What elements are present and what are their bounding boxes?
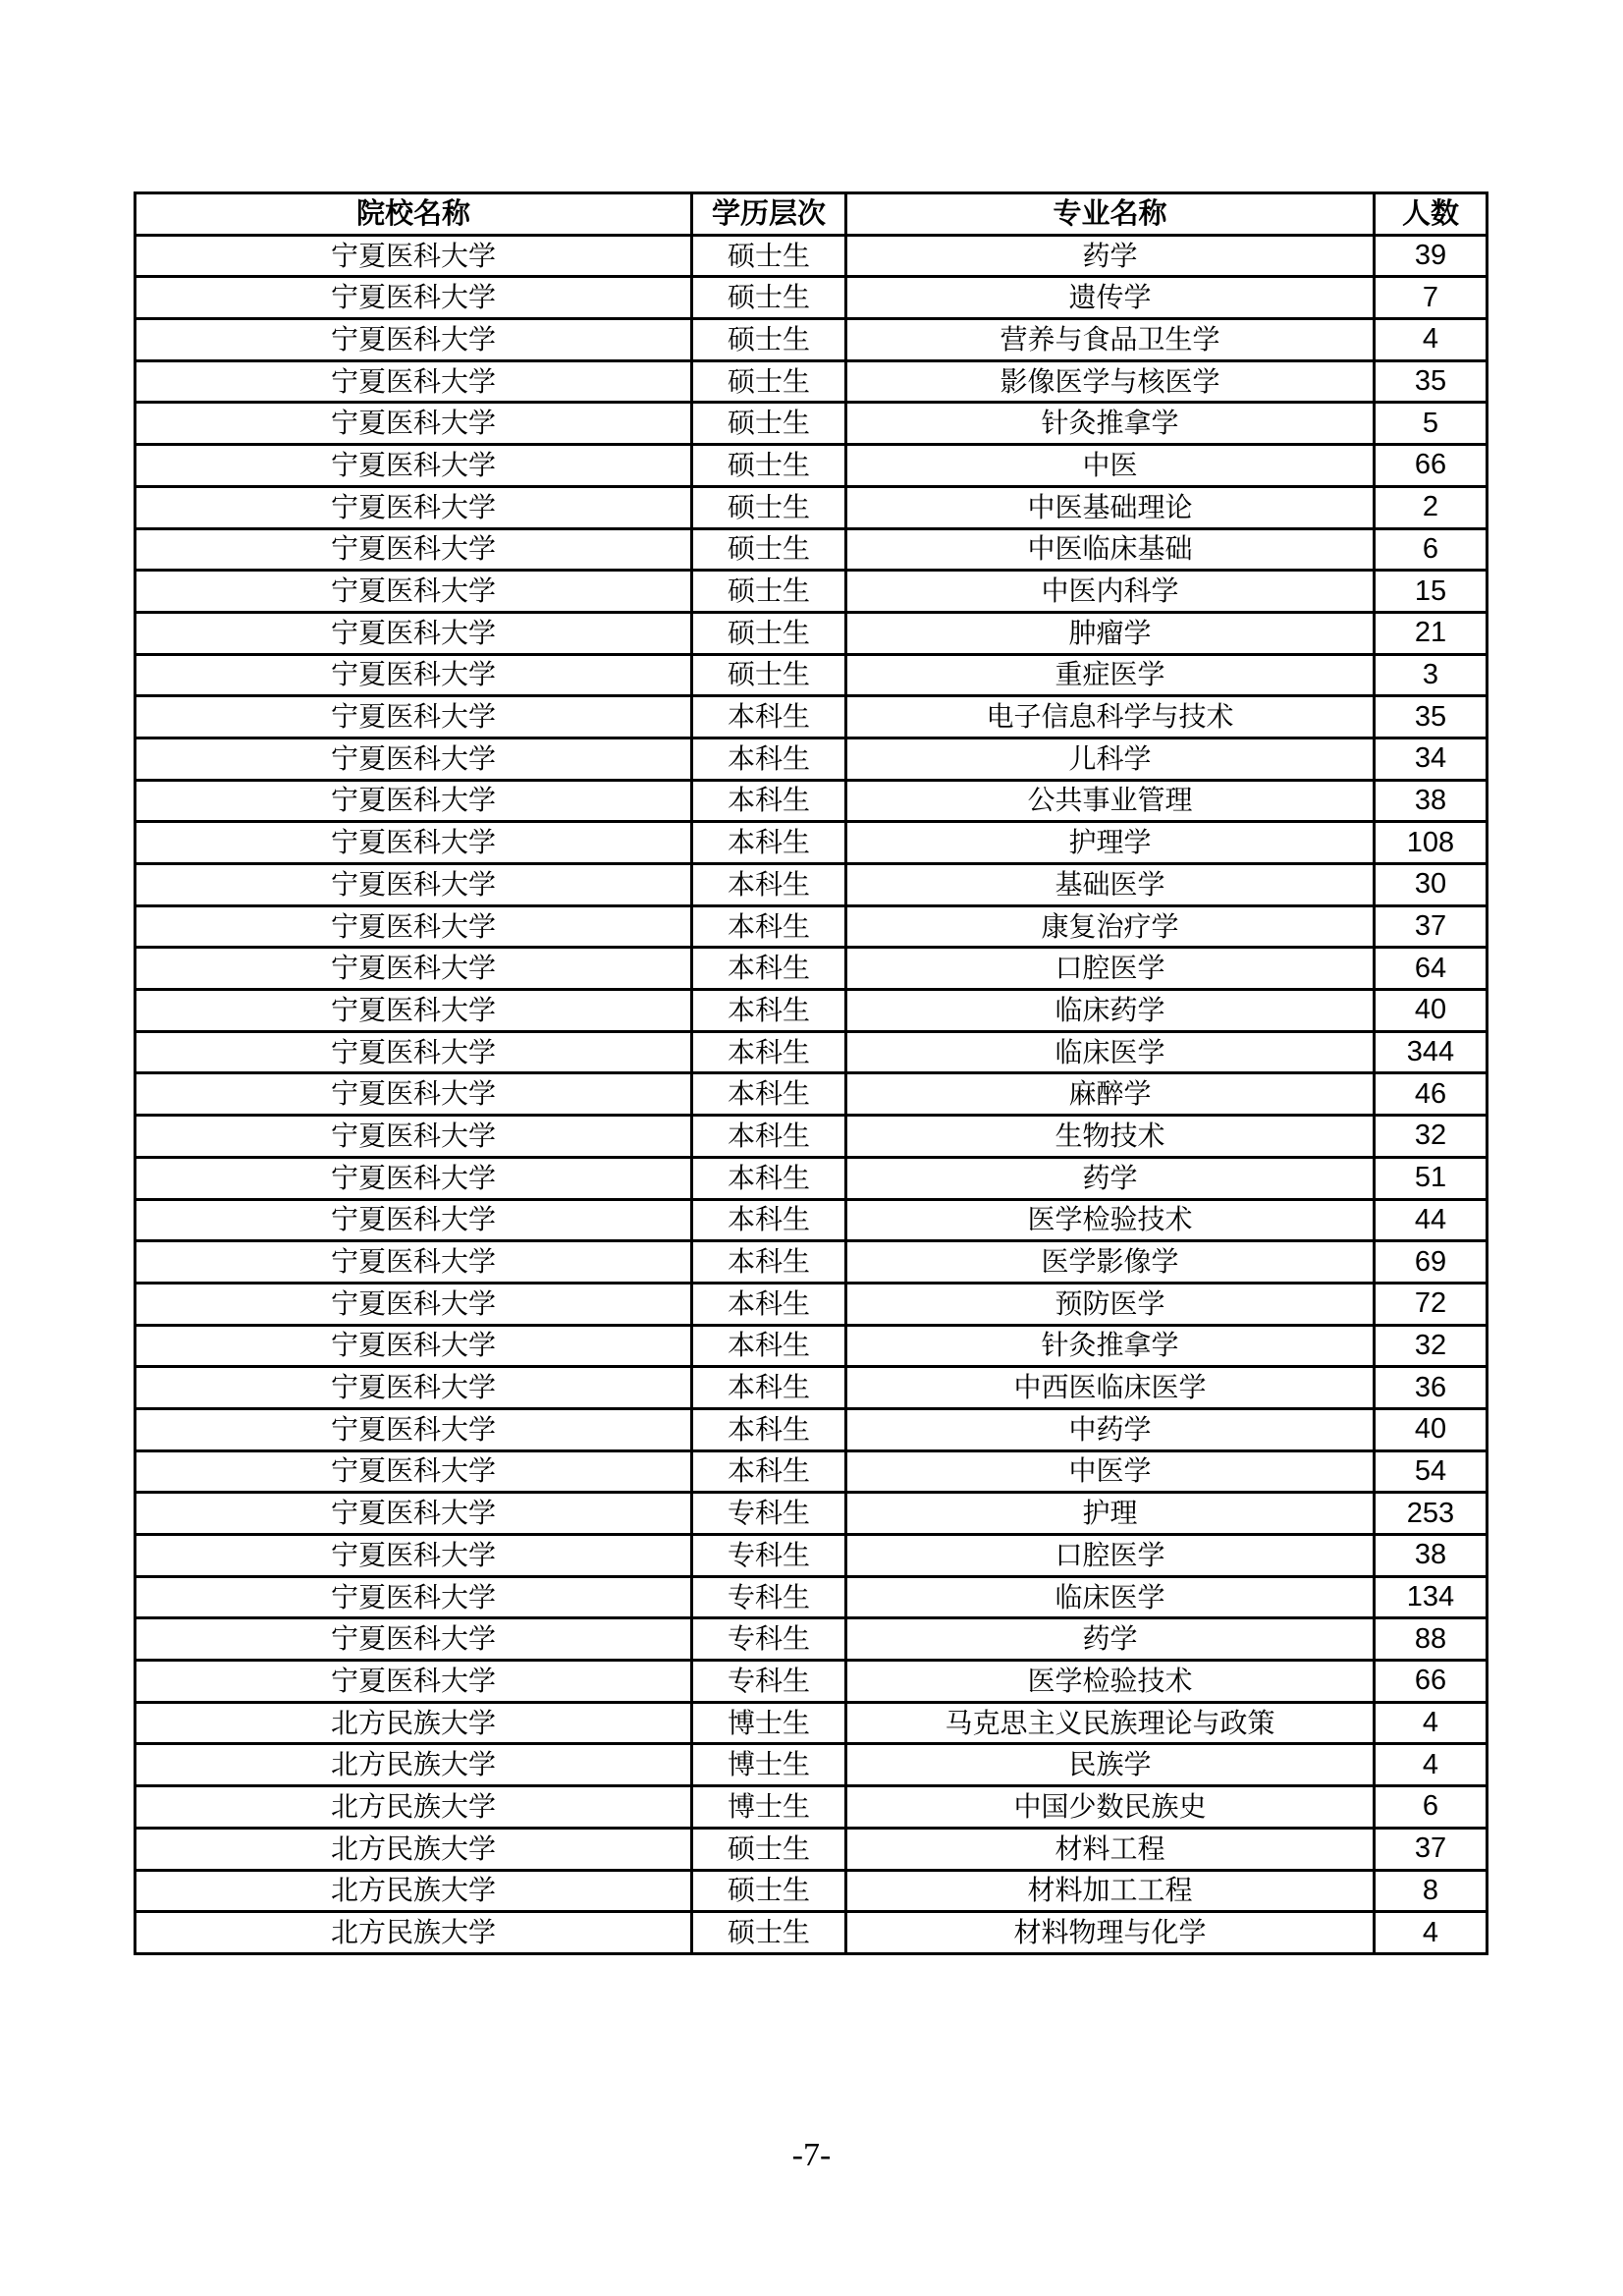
cell-major: 营养与食品卫生学 xyxy=(846,319,1375,361)
cell-degree-level: 硕士生 xyxy=(692,277,846,319)
cell-degree-level: 本科生 xyxy=(692,1450,846,1493)
cell-count: 38 xyxy=(1375,1535,1488,1577)
cell-degree-level: 本科生 xyxy=(692,738,846,780)
table-row xyxy=(135,1199,1488,1241)
cell-degree-level: 本科生 xyxy=(692,1199,846,1241)
cell-major: 临床医学 xyxy=(846,1031,1375,1073)
cell-degree-level: 硕士生 xyxy=(692,571,846,613)
cell-major: 医学检验技术 xyxy=(846,1661,1375,1703)
cell-count: 32 xyxy=(1375,1325,1488,1367)
cell-count: 38 xyxy=(1375,780,1488,822)
table-row xyxy=(135,235,1488,277)
table-row xyxy=(135,864,1488,906)
cell-degree-level: 本科生 xyxy=(692,1157,846,1199)
table-row xyxy=(135,1325,1488,1367)
cell-degree-level: 本科生 xyxy=(692,948,846,990)
cell-major: 儿科学 xyxy=(846,738,1375,780)
cell-count: 37 xyxy=(1375,1828,1488,1870)
cell-major: 中医 xyxy=(846,445,1375,487)
cell-school: 宁夏医科大学 xyxy=(135,1367,692,1409)
table-row xyxy=(135,1073,1488,1116)
cell-major: 中西医临床医学 xyxy=(846,1367,1375,1409)
cell-school: 宁夏医科大学 xyxy=(135,319,692,361)
cell-school: 宁夏医科大学 xyxy=(135,654,692,696)
header-major: 专业名称 xyxy=(846,193,1375,236)
cell-count: 69 xyxy=(1375,1241,1488,1284)
cell-degree-level: 硕士生 xyxy=(692,1870,846,1912)
cell-school: 宁夏医科大学 xyxy=(135,1408,692,1450)
cell-degree-level: 本科生 xyxy=(692,1408,846,1450)
cell-school: 宁夏医科大学 xyxy=(135,486,692,528)
cell-count: 6 xyxy=(1375,1786,1488,1829)
cell-school: 宁夏医科大学 xyxy=(135,1116,692,1158)
table-row xyxy=(135,1535,1488,1577)
cell-count: 44 xyxy=(1375,1199,1488,1241)
cell-school: 宁夏医科大学 xyxy=(135,822,692,864)
cell-school: 宁夏医科大学 xyxy=(135,360,692,403)
cell-count: 64 xyxy=(1375,948,1488,990)
cell-major: 遗传学 xyxy=(846,277,1375,319)
cell-major: 马克思主义民族理论与政策 xyxy=(846,1702,1375,1744)
cell-count: 72 xyxy=(1375,1283,1488,1325)
cell-degree-level: 专科生 xyxy=(692,1618,846,1661)
table-row xyxy=(135,948,1488,990)
cell-degree-level: 本科生 xyxy=(692,1283,846,1325)
table-row xyxy=(135,571,1488,613)
cell-count: 66 xyxy=(1375,445,1488,487)
cell-degree-level: 硕士生 xyxy=(692,319,846,361)
table-row xyxy=(135,1702,1488,1744)
cell-count: 4 xyxy=(1375,1912,1488,1954)
cell-school: 宁夏医科大学 xyxy=(135,1535,692,1577)
cell-school: 宁夏医科大学 xyxy=(135,1325,692,1367)
cell-school: 宁夏医科大学 xyxy=(135,905,692,948)
cell-major: 中国少数民族史 xyxy=(846,1786,1375,1829)
cell-major: 中医学 xyxy=(846,1450,1375,1493)
cell-degree-level: 博士生 xyxy=(692,1744,846,1786)
cell-major: 材料加工工程 xyxy=(846,1870,1375,1912)
table-row xyxy=(135,319,1488,361)
cell-school: 宁夏医科大学 xyxy=(135,1157,692,1199)
cell-degree-level: 硕士生 xyxy=(692,612,846,654)
cell-school: 宁夏医科大学 xyxy=(135,1450,692,1493)
table-row xyxy=(135,654,1488,696)
header-degree-level: 学历层次 xyxy=(692,193,846,236)
cell-count: 4 xyxy=(1375,1744,1488,1786)
cell-count: 35 xyxy=(1375,360,1488,403)
cell-count: 32 xyxy=(1375,1116,1488,1158)
cell-school: 宁夏医科大学 xyxy=(135,1031,692,1073)
cell-count: 34 xyxy=(1375,738,1488,780)
table-row xyxy=(135,1576,1488,1618)
cell-count: 36 xyxy=(1375,1367,1488,1409)
table-row xyxy=(135,1367,1488,1409)
cell-count: 344 xyxy=(1375,1031,1488,1073)
cell-major: 重症医学 xyxy=(846,654,1375,696)
cell-count: 108 xyxy=(1375,822,1488,864)
cell-school: 宁夏医科大学 xyxy=(135,1199,692,1241)
cell-major: 基础医学 xyxy=(846,864,1375,906)
cell-degree-level: 硕士生 xyxy=(692,486,846,528)
cell-school: 宁夏医科大学 xyxy=(135,780,692,822)
cell-degree-level: 专科生 xyxy=(692,1661,846,1703)
table-row xyxy=(135,696,1488,738)
cell-count: 2 xyxy=(1375,486,1488,528)
cell-major: 中医临床基础 xyxy=(846,528,1375,571)
cell-school: 宁夏医科大学 xyxy=(135,1576,692,1618)
cell-degree-level: 硕士生 xyxy=(692,445,846,487)
cell-school: 宁夏医科大学 xyxy=(135,990,692,1032)
cell-major: 口腔医学 xyxy=(846,1535,1375,1577)
table-row xyxy=(135,528,1488,571)
table-row xyxy=(135,1283,1488,1325)
table-row xyxy=(135,738,1488,780)
table-row xyxy=(135,1912,1488,1954)
cell-count: 15 xyxy=(1375,571,1488,613)
cell-count: 37 xyxy=(1375,905,1488,948)
cell-major: 医学检验技术 xyxy=(846,1199,1375,1241)
table-body xyxy=(135,235,1488,1953)
cell-school: 宁夏医科大学 xyxy=(135,403,692,445)
cell-major: 中药学 xyxy=(846,1408,1375,1450)
cell-major: 电子信息科学与技术 xyxy=(846,696,1375,738)
cell-school: 宁夏医科大学 xyxy=(135,528,692,571)
cell-major: 药学 xyxy=(846,235,1375,277)
cell-degree-level: 本科生 xyxy=(692,864,846,906)
cell-count: 3 xyxy=(1375,654,1488,696)
table-row xyxy=(135,277,1488,319)
table-row xyxy=(135,990,1488,1032)
table-row xyxy=(135,1157,1488,1199)
cell-degree-level: 本科生 xyxy=(692,696,846,738)
cell-degree-level: 博士生 xyxy=(692,1786,846,1829)
cell-degree-level: 硕士生 xyxy=(692,654,846,696)
cell-major: 预防医学 xyxy=(846,1283,1375,1325)
cell-count: 8 xyxy=(1375,1870,1488,1912)
table-row xyxy=(135,822,1488,864)
cell-school: 宁夏医科大学 xyxy=(135,612,692,654)
cell-count: 7 xyxy=(1375,277,1488,319)
cell-count: 30 xyxy=(1375,864,1488,906)
cell-major: 医学影像学 xyxy=(846,1241,1375,1284)
cell-count: 46 xyxy=(1375,1073,1488,1116)
cell-major: 影像医学与核医学 xyxy=(846,360,1375,403)
cell-major: 康复治疗学 xyxy=(846,905,1375,948)
cell-count: 88 xyxy=(1375,1618,1488,1661)
header-count: 人数 xyxy=(1375,193,1488,236)
cell-degree-level: 本科生 xyxy=(692,1241,846,1284)
cell-major: 麻醉学 xyxy=(846,1073,1375,1116)
cell-count: 40 xyxy=(1375,990,1488,1032)
cell-school: 宁夏医科大学 xyxy=(135,864,692,906)
cell-count: 54 xyxy=(1375,1450,1488,1493)
cell-count: 66 xyxy=(1375,1661,1488,1703)
cell-degree-level: 本科生 xyxy=(692,1116,846,1158)
cell-major: 肿瘤学 xyxy=(846,612,1375,654)
cell-major: 生物技术 xyxy=(846,1116,1375,1158)
cell-degree-level: 专科生 xyxy=(692,1493,846,1535)
cell-major: 针灸推拿学 xyxy=(846,1325,1375,1367)
cell-school: 北方民族大学 xyxy=(135,1912,692,1954)
table-row xyxy=(135,1786,1488,1829)
cell-school: 北方民族大学 xyxy=(135,1870,692,1912)
table-row xyxy=(135,1493,1488,1535)
cell-degree-level: 本科生 xyxy=(692,780,846,822)
cell-major: 民族学 xyxy=(846,1744,1375,1786)
cell-school: 宁夏医科大学 xyxy=(135,445,692,487)
cell-count: 134 xyxy=(1375,1576,1488,1618)
table-row xyxy=(135,1450,1488,1493)
table-row xyxy=(135,1828,1488,1870)
cell-degree-level: 本科生 xyxy=(692,1325,846,1367)
cell-degree-level: 硕士生 xyxy=(692,403,846,445)
header-school: 院校名称 xyxy=(135,193,692,236)
table-row xyxy=(135,1618,1488,1661)
table-row xyxy=(135,1870,1488,1912)
cell-count: 40 xyxy=(1375,1408,1488,1450)
cell-school: 北方民族大学 xyxy=(135,1828,692,1870)
cell-school: 宁夏医科大学 xyxy=(135,696,692,738)
cell-degree-level: 专科生 xyxy=(692,1576,846,1618)
page-number: -7- xyxy=(791,2137,832,2173)
cell-major: 中医基础理论 xyxy=(846,486,1375,528)
cell-school: 宁夏医科大学 xyxy=(135,1661,692,1703)
table-row xyxy=(135,1241,1488,1284)
cell-major: 材料工程 xyxy=(846,1828,1375,1870)
cell-school: 宁夏医科大学 xyxy=(135,948,692,990)
cell-degree-level: 硕士生 xyxy=(692,360,846,403)
cell-degree-level: 本科生 xyxy=(692,1367,846,1409)
cell-count: 51 xyxy=(1375,1157,1488,1199)
cell-major: 药学 xyxy=(846,1618,1375,1661)
cell-degree-level: 本科生 xyxy=(692,1073,846,1116)
cell-degree-level: 博士生 xyxy=(692,1702,846,1744)
cell-count: 35 xyxy=(1375,696,1488,738)
cell-school: 宁夏医科大学 xyxy=(135,1241,692,1284)
cell-school: 宁夏医科大学 xyxy=(135,235,692,277)
cell-degree-level: 专科生 xyxy=(692,1535,846,1577)
cell-major: 材料物理与化学 xyxy=(846,1912,1375,1954)
cell-degree-level: 本科生 xyxy=(692,822,846,864)
table-row xyxy=(135,1408,1488,1450)
table-row xyxy=(135,1744,1488,1786)
cell-count: 6 xyxy=(1375,528,1488,571)
enrollment-table xyxy=(134,191,1488,1955)
cell-degree-level: 硕士生 xyxy=(692,528,846,571)
table-row xyxy=(135,445,1488,487)
cell-school: 北方民族大学 xyxy=(135,1744,692,1786)
cell-major: 公共事业管理 xyxy=(846,780,1375,822)
cell-degree-level: 本科生 xyxy=(692,990,846,1032)
cell-major: 护理学 xyxy=(846,822,1375,864)
cell-school: 宁夏医科大学 xyxy=(135,1618,692,1661)
cell-major: 中医内科学 xyxy=(846,571,1375,613)
cell-degree-level: 硕士生 xyxy=(692,235,846,277)
table-row xyxy=(135,1031,1488,1073)
cell-school: 北方民族大学 xyxy=(135,1786,692,1829)
cell-count: 5 xyxy=(1375,403,1488,445)
table-row xyxy=(135,905,1488,948)
table-row xyxy=(135,780,1488,822)
cell-school: 宁夏医科大学 xyxy=(135,738,692,780)
cell-count: 39 xyxy=(1375,235,1488,277)
cell-count: 4 xyxy=(1375,1702,1488,1744)
cell-major: 口腔医学 xyxy=(846,948,1375,990)
cell-school: 宁夏医科大学 xyxy=(135,571,692,613)
table-header-row xyxy=(135,193,1488,236)
cell-school: 宁夏医科大学 xyxy=(135,1283,692,1325)
cell-school: 宁夏医科大学 xyxy=(135,1073,692,1116)
cell-major: 药学 xyxy=(846,1157,1375,1199)
cell-degree-level: 本科生 xyxy=(692,905,846,948)
cell-school: 宁夏医科大学 xyxy=(135,1493,692,1535)
table-row xyxy=(135,403,1488,445)
cell-school: 北方民族大学 xyxy=(135,1702,692,1744)
cell-degree-level: 硕士生 xyxy=(692,1828,846,1870)
cell-major: 针灸推拿学 xyxy=(846,403,1375,445)
cell-major: 护理 xyxy=(846,1493,1375,1535)
table-row xyxy=(135,1116,1488,1158)
cell-major: 临床药学 xyxy=(846,990,1375,1032)
cell-school: 宁夏医科大学 xyxy=(135,277,692,319)
cell-degree-level: 硕士生 xyxy=(692,1912,846,1954)
table-row xyxy=(135,360,1488,403)
cell-count: 21 xyxy=(1375,612,1488,654)
cell-count: 4 xyxy=(1375,319,1488,361)
table-row xyxy=(135,486,1488,528)
table-row xyxy=(135,1661,1488,1703)
cell-count: 253 xyxy=(1375,1493,1488,1535)
cell-major: 临床医学 xyxy=(846,1576,1375,1618)
cell-degree-level: 本科生 xyxy=(692,1031,846,1073)
table-row xyxy=(135,612,1488,654)
